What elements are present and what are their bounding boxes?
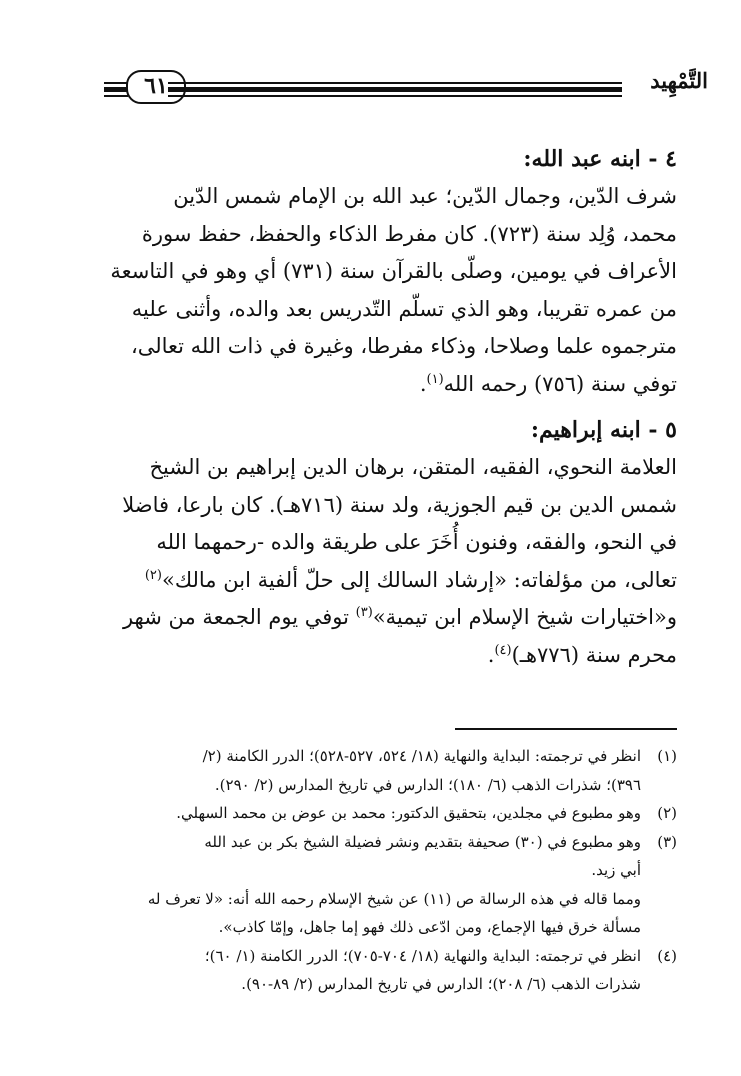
footnote-ref-1[interactable]: (١) — [426, 371, 444, 387]
footnote-line: ٣٩٦)؛ شذرات الذهب (٦/ ١٨٠)؛ الدارس في تاريخ المدارس (٢/ ٢٩٠). — [214, 775, 641, 794]
header-ornament-left — [104, 82, 128, 97]
text-fragment: و«اختيارات شيخ الإسلام ابن تيمية» — [372, 605, 677, 629]
main-text — [77, 140, 677, 674]
text-line — [77, 599, 677, 637]
footnote-text — [67, 942, 641, 999]
footnote-1 — [67, 742, 677, 799]
text-line: شمس الدين بن قيم الجوزية، ولد سنة (٧١٦هـ). كان بارعا، فاضلا — [122, 492, 677, 517]
footnote-ref-4[interactable]: (٤) — [494, 642, 512, 658]
text-line: العلامة النحوي، الفقيه، المتقن، برهان الدين إبراهيم بن الشيخ — [149, 455, 677, 479]
text-fragment: . — [419, 371, 427, 396]
footnote-text — [67, 742, 641, 799]
footnote-number: (٤) — [657, 946, 677, 965]
text-line: محمد، وُلِد سنة (٧٢٣). كان مفرط الذكاء والحفظ، حفظ سورة — [141, 221, 677, 246]
footnote-2 — [67, 799, 677, 828]
text-line: من عمره تقريبا، وهو الذي تسلّم التّدريس بعد والده، وأثنى عليه — [131, 296, 677, 321]
footnote-line: شذرات الذهب (٦/ ٢٠٨)؛ الدارس في تاريخ المدارس (٢/ ٨٩-٩٠). — [241, 975, 641, 993]
footnote-number: (٣) — [657, 832, 677, 851]
header-rule — [168, 82, 622, 98]
footnote-4 — [67, 942, 677, 999]
footnote-ref-2[interactable]: (٢) — [144, 567, 162, 583]
paragraph-son-ibrahim — [77, 449, 677, 674]
text-line: في النحو، والفقه، وفنون أُخَرَ على طريقة والده -رحمهما الله — [156, 530, 677, 554]
text-line: الأعراف في يومين، وصلّى بالقرآن سنة (٧٣١) أي وهو في التاسعة — [110, 259, 677, 283]
text-line — [77, 366, 677, 404]
footnote-number: (١) — [657, 747, 677, 765]
footnote-number: (٢) — [657, 804, 677, 822]
text-fragment: . — [487, 642, 495, 667]
footnote-text — [67, 799, 641, 828]
page-header — [104, 66, 708, 110]
paragraph-son-abdullah — [77, 178, 677, 403]
footnote-line: أبي زيد. — [591, 861, 641, 879]
text-line: مترجموه علما وصلاحا، وذكاء مفرطا، وغيرة في ذات الله تعالى، — [130, 334, 677, 358]
running-title: التَّمْهِيد — [650, 68, 708, 93]
text-line: شرف الدّين، وجمال الدّين؛ عبد الله بن الإمام شمس الدّين — [173, 184, 677, 208]
text-line — [77, 562, 677, 600]
footnote-ref-3[interactable]: (٣) — [355, 605, 373, 620]
section-heading-son-abdullah: ٤ - ابنه عبد الله: — [523, 146, 677, 172]
footnote-text — [67, 828, 641, 942]
text-fragment: توفي يوم الجمعة من شهر — [122, 605, 356, 629]
page-number: ٦١ — [126, 70, 186, 104]
text-fragment: محرم سنة (٧٧٦هـ) — [511, 642, 677, 667]
footnote-line: وهو مطبوع في مجلدين، بتحقيق الدكتور: محمد بن عوض بن محمد السهلي. — [176, 804, 641, 822]
footnotes — [67, 742, 677, 999]
text-fragment: تعالى، من مؤلفاته: «إرشاد السالك إلى حلّ ألفية ابن مالك» — [161, 567, 677, 592]
text-fragment: توفي سنة (٧٥٦) رحمه الله — [443, 371, 677, 396]
footnote-line: انظر في ترجمته: البداية والنهاية (١٨/ ٧٠٤-٧٠٥)؛ الدرر الكامنة (١/ ٦٠)؛ — [204, 946, 641, 965]
footnote-separator — [455, 728, 677, 730]
text-line — [77, 637, 677, 675]
footnote-line: وهو مطبوع في (٣٠) صحيفة بتقديم ونشر فضيلة الشيخ بكر بن عبد الله — [204, 832, 641, 851]
footnote-3 — [67, 828, 677, 942]
footnote-line: مسألة خرق فيها الإجماع، ومن ادّعى ذلك فهو إما جاهل، وإمّا كاذب». — [218, 918, 641, 936]
footnote-line: ومما قاله في هذه الرسالة ص (١١) عن شيخ الإسلام رحمه الله أنه: «لا تعرف له — [147, 889, 641, 908]
section-heading-son-ibrahim: ٥ - ابنه إبراهيم: — [530, 417, 677, 443]
footnote-line: انظر في ترجمته: البداية والنهاية (١٨/ ٥٢٤، ٥٢٧-٥٢٨)؛ الدرر الكامنة (٢/ — [202, 747, 641, 765]
